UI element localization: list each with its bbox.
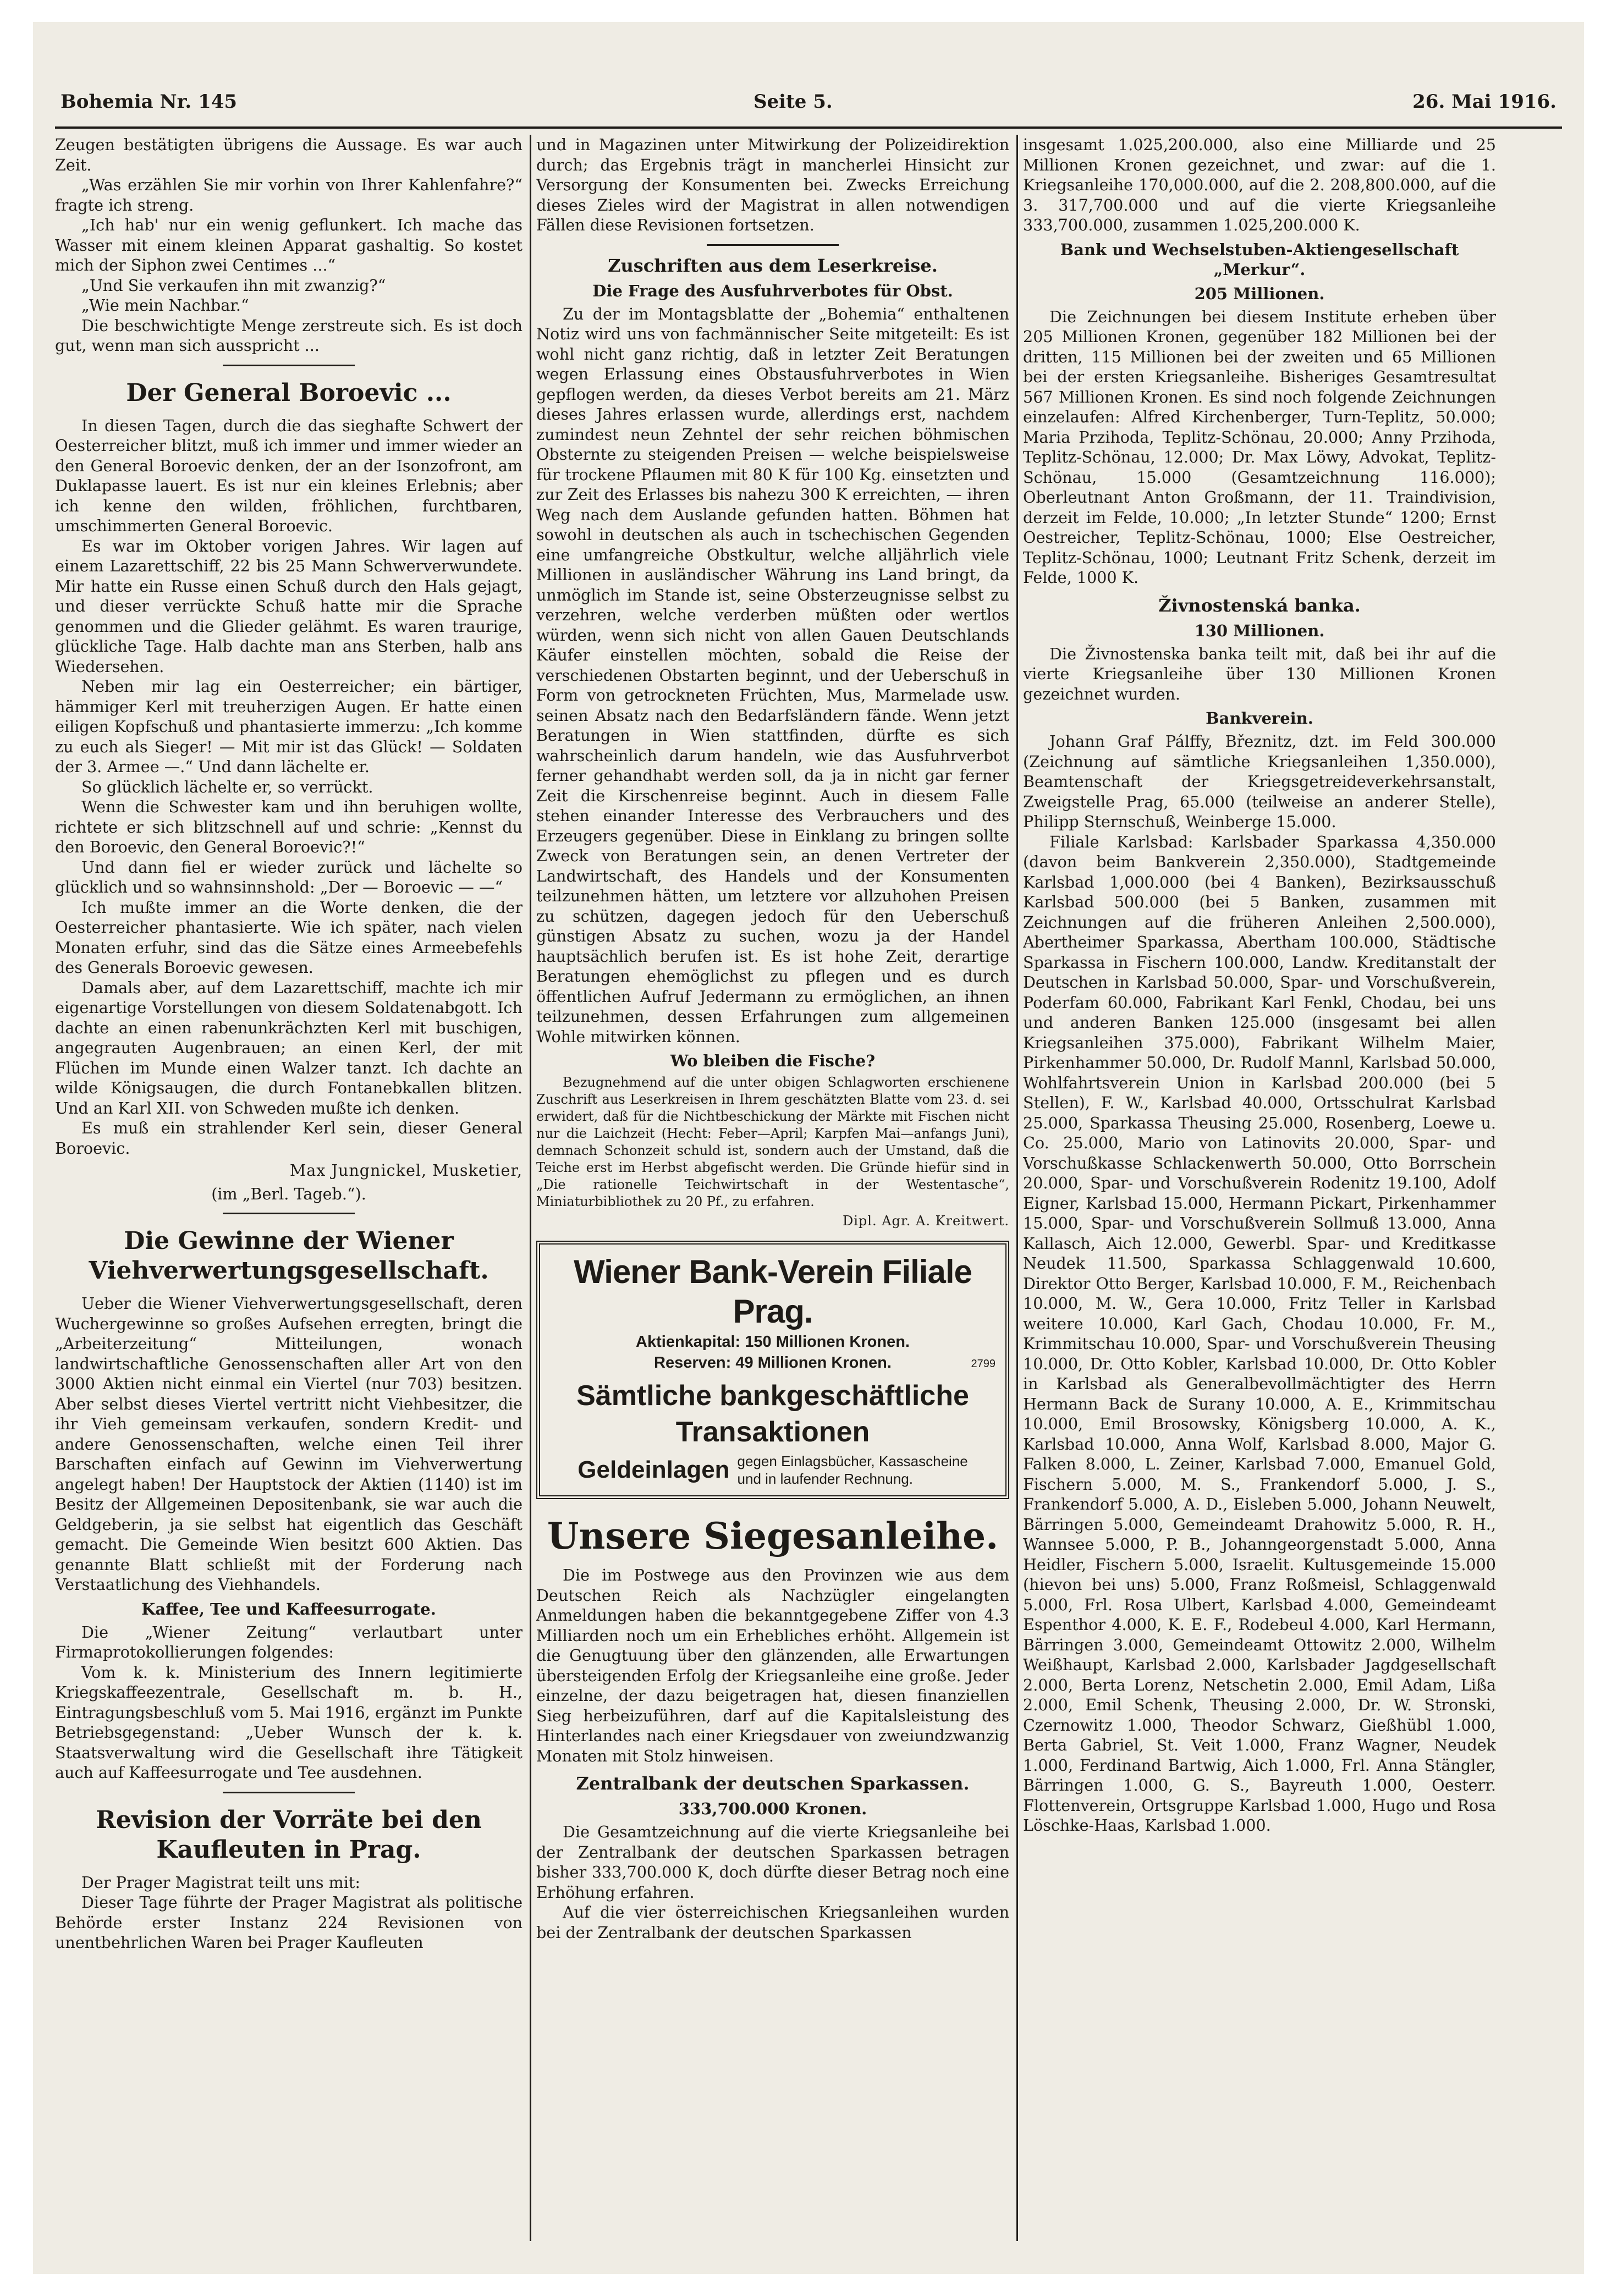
ad-title: Wiener Bank-Verein Filiale Prag. bbox=[574, 1253, 972, 1330]
paragraph: „Ich hab' nur ein wenig geflunkert. Ich mache das Wasser mit einem kleinen Apparat gashaltig. So kostet mich der Siphon zwei Centimes ...“ bbox=[55, 216, 522, 274]
paragraph: Es war im Oktober vorigen Jahres. Wir lagen auf einem Lazarettschiff, 22 bis 25 Mann Schwerverwundete. Mir hatte ein Russe einen Schuß durch den Hals gejagt, und dieser verrückte Schuß hatte mir die Sprache genommen und die Glieder gelähmt. Es waren traurige, glückliche Tage. Halb dachte man ans Sterben, halb ans Wiedersehen. bbox=[55, 536, 522, 676]
paragraph: In diesen Tagen, durch die das sieghafte Schwert der Oesterreicher blitzt, muß ich immer und immer wieder an den General Boroevic denken, der an der Isonzofront, am Duklapasse lauert. Es ist nur ein kleines Erlebnis; aber ich kenne den wilden, fröhlichen, furchtbaren, umschimmerten General Boroevic. bbox=[55, 416, 522, 535]
ad-code: 2799 bbox=[971, 1358, 996, 1370]
newspaper-page bbox=[33, 22, 1584, 2274]
paragraph: „Wie mein Nachbar.“ bbox=[81, 296, 249, 315]
article-title-wiener: Die Gewinne der Wiener Viehverwertungsgesellschaft. bbox=[89, 1227, 489, 1285]
bank-advertisement bbox=[536, 1241, 1009, 1499]
paragraph: „Und Sie verkaufen ihn mit zwanzig?“ bbox=[81, 276, 386, 295]
ad-transactions: Sämtliche bankgeschäftliche Transaktionen bbox=[576, 1380, 969, 1448]
column-divider bbox=[1016, 135, 1018, 2241]
paragraph: Die Živnostenska banka teilt mit, daß bei ihr auf die vierte Kriegsanleihe über 130 Millionen Kronen gezeichnet wurden. bbox=[1023, 644, 1496, 703]
paragraph: So glücklich lächelte er, so verrückt. bbox=[81, 777, 373, 796]
subheading-zivnostenska: Živnostenská banka. bbox=[1158, 594, 1361, 616]
subheading-zentralbank-amount: 333,700.000 Kronen. bbox=[678, 1799, 867, 1818]
header-issue: Bohemia Nr. 145 bbox=[61, 91, 238, 113]
ad-reserves bbox=[550, 1352, 996, 1373]
author-signature: Dipl. Agr. A. Kreitwert. bbox=[842, 1213, 1009, 1229]
author-signature: Max Jungnickel, Musketier, bbox=[289, 1161, 522, 1180]
ad-deposits-detail bbox=[738, 1452, 968, 1488]
paragraph: Ich mußte immer an die Worte denken, die der Oesterreicher phantasierte. Wie ich später, nach vielen Monaten erfuhr, sind das die Sätze eines Armeebefehls des Generals Boroevic gewesen. bbox=[55, 898, 522, 977]
paragraph: Die beschwichtigte Menge zerstreute sich. Es ist doch gut, wenn man sich ausspricht ... bbox=[55, 316, 522, 355]
subheading-bankverein: Bankverein. bbox=[1206, 709, 1313, 728]
paragraph: Filiale Karlsbad: Karlsbader Sparkassa 4,350.000 (davon beim Bankverein 2,350.000), Stadtgemeinde Karlsbad 1,000.000 (bei 4 Banken), Bezirksausschuß Karlsbad 500.000 (bei 5 Banken, zusammen mit Zeichnungen auf die früheren Anleihen 2,500.000), Abertheimer Sparkassa, Abertham 100.000, Städtische Sparkassa in Fischern 100.000, Landw. Kreditanstalt der Deutschen in Karlsbad 50.000, Spar- und Vorschußverein, Poderfam 60.000, Fabrikant Karl Fenkl, Chodau, bei uns und anderen Banken 125.000 (insgesamt bei allen Kriegsanleihen 375.000), Fabrikant Wilhelm Maier, Pirkenhammer 50.000, Dr. Rudolf Mannl, Karlsbad 50.000, Wohlfahrtsverein Union in Karlsbad 200.000 (bei 5 Stellen), F. W., Karlsbad 40.000, Ortsschulrat Karlsbad 25.000, Sparkassa Theusing 25.000, Rosenberg, Loewe u. Co. 25.000, Mario von Latinovits 20.000, Spar- und Vorschußkasse Schlackenwerth 50.000, Otto Borrschein 20.000, Spar- und Vorschußverein Rodenitz 19.100, Adolf Eigner, Karlsbad 15.000, Hermann Pickart, Pirkenhammer 15.000, Spar- und Vorschußverein Sollmuß 13.000, Anna Kallasch, Aich 12.000, Gewerbl. Spar- und Kreditkasse Neudek 11.500, Sparkassa Schlaggenwald 10.600, Direktor Otto Berger, Karlsbad 10.000, F. M., Reichenbach 10.000, M. W., Gera 10.000, Fritz Teller in Karlsbad weitere 10.000, Karl Gach, Chodau 10.000, Fr. M., Krimmitschau 10.000, Spar- und Vorschußverein Theusing 10.000, Dr. Otto Kobler, Karlsbad 10.000, Dr. Otto Kobler in Karlsbad als Generalbevollmächtigter des Herrn Hermann Back de Surany 10.000, A. E., Krimmitschau 10.000, Emil Brosowsky, Königsberg 10.000, A. K., Karlsbad 10.000, Anna Wolf, Karlsbad 8.000, Major G. Falken 8.000, L. Zeiner, Karlsbad 7.000, Emanuel Gold, Fischern 5.000, M. S., Frankendorf 5.000, J. S., Frankendorf 5.000, A. D., Eisleben 5.000, Johann Neuwelt, Bärringen 5.000, Gemeindeamt Drahowitz 5.000, R. H., Wannsee 5.000, P. B., Johanngeorgenstadt 5.000, Anna Heidler, Fischern 5.000, Israelit. Kultusgemeinde 15.000 (hievon bei uns) 5.000, Franz Roßmeisl, Schlaggenwald 5.000, Frl. Rosa Ulbert, Karlsbad 4.000, Gemeindeamt Espenthor 4.000, K. E. F., Rodebeul 4.000, Karl Hermann, Bärringen 3.000, Gemeindeamt Ottowitz 2.000, Wilhelm Weißhaupt, Karlsbad 2.000, Karlsbader Jagdgesellschaft 2.000, Berta Lorenz, Netschetin 2.000, Emil Adam, Lißa 2.000, Emil Schenk, Theusing 2.000, Dr. W. Stronski, Czernowitz 1.000, Theodor Schwarz, Gießhübl 1.000, Berta Gabriel, St. Veit 1.000, Franz Wagner, Neudek 1.000, Ferdinand Bartwig, Aich 1.000, Frl. Anna Stängler, Bärringen 1.000, G. S., Bayreuth 1.000, Oesterr. Flottenverein, Ortsgruppe Karlsbad 1.000, Hugo und Rosa Löschke-Haas, Karlsbad 1.000. bbox=[1023, 832, 1496, 1835]
header-rule bbox=[55, 126, 1562, 129]
ad-capital: Aktienkapital: 150 Millionen Kronen. bbox=[636, 1333, 910, 1351]
source-credit: (im „Berl. Tageb.“). bbox=[211, 1184, 366, 1203]
paragraph: Bezugnehmend auf die unter obigen Schlagworten erschienene Zuschrift aus Leserkreisen in Ihrem geschätzten Blatte vom 23. d. sei erwidert, daß für die Nichtbeschickung der Märkte mit Fischen nicht nur die Laichzeit (Hecht: Feber—April; Karpfen Mai—anfangs Juni), demnach Schonzeit schuld ist, sondern auch der Umstand, daß die Teiche erst im Herbst abgefischt werden. Die Gründe hiefür sind in „Die rationelle Teichwirtschaft in der Westentasche“, Miniaturbibliothek zu 20 Pf., zu erfahren. bbox=[536, 1075, 1009, 1209]
article-title-boroevic: Der General Boroevic ... bbox=[126, 378, 452, 407]
paragraph: und in Magazinen unter Mitwirkung der Polizeidirektion durch; das Ergebnis trägt in mancherlei Hinsicht zur Versorgung der Konsumenten bei. Zwecks Erreichung dieses Zieles wird der Magistrat in allen notwendigen Fällen diese Revisionen fortsetzen. bbox=[536, 135, 1009, 234]
column-1 bbox=[55, 135, 522, 2252]
paragraph: insgesamt 1.025,200.000, also eine Milliarde und 25 Millionen Kronen gezeichnet, und zwar: auf die 1. Kriegsanleihe 170,000.000, auf die 2. 208,800.000, auf die 3. 317,700.000 und auf die vierte Kriegsanleihe 333,700.000, zusammen 1.025,200.000 K. bbox=[1023, 135, 1496, 234]
paragraph: Zeugen bestätigten übrigens die Aussage. Es war auch Zeit. bbox=[55, 135, 522, 174]
separator bbox=[223, 365, 355, 366]
subheading-merkur-amount: 205 Millionen. bbox=[1194, 284, 1325, 303]
separator bbox=[223, 1213, 355, 1214]
ad-deposits-label: Geldeinlagen bbox=[578, 1456, 730, 1483]
ad-deposits bbox=[550, 1452, 996, 1488]
paragraph: Johann Graf Pálffy, Březnitz, dzt. im Feld 300.000 (Zeichnung auf sämtliche Kriegsanleihen 1,350.000), Beamtenschaft der Kriegsgetreideverkehrsanstalt, Zweigstelle Prag, 65.000 (teilweise an anderer Stelle), Philipp Sternschuß, Weinberge 15.000. bbox=[1023, 732, 1496, 831]
separator bbox=[707, 244, 839, 246]
subheading-fische: Wo bleiben die Fische? bbox=[670, 1051, 876, 1070]
paragraph: Die Gesamtzeichnung auf die vierte Kriegsanleihe bei der Zentralbank der deutschen Sparkassen betragen bisher 333,700.000 K, doch dürfte dieser Betrag noch eine Erhöhung erfahren. bbox=[536, 1823, 1009, 1902]
subheading-zentralbank: Zentralbank der deutschen Sparkassen. bbox=[576, 1773, 970, 1794]
paragraph: Auf die vier österreichischen Kriegsanleihen wurden bei der Zentralbank der deutschen Sparkassen bbox=[536, 1903, 1009, 1942]
paragraph: Ueber die Wiener Viehverwertungsgesellschaft, deren Wuchergewinne so großes Aufsehen erregten, bringt die „Arbeiterzeitung“ Mitteilungen, wonach landwirtschaftliche Genossenschaften aller Art von den 3000 Aktien nicht einmal ein Viertel (nur 703) besitzen. Aber selbst dieses Viertel vertritt nicht Viehbesitzer, die ihr Vieh gemeinsam verkaufen, sondern Kredit- und andere Genossenschaften, welche einen Teil ihrer Barschaften einfach auf Gewinn im Viehverwertung angelegt haben! Der Hauptstock der Aktien (1140) ist im Besitz der Allgemeinen Depositenbank, sie war auch die Geldgeberin, ja sie selbst hat eigentlich das Geschäft gemacht. Die Gemeinde Wien besitzt 600 Aktien. Das genannte Blatt schließt mit der Forderung nach Verstaatlichung des Viehhandels. bbox=[55, 1294, 522, 1594]
paragraph: Vom k. k. Ministerium des Innern legitimierte Kriegskaffeezentrale, Gesellschaft m. b. H., Eintragungsbeschluß vom 5. Mai 1916, ergänzt im Punkte Betriebsgegenstand: „Ueber Wunsch der k. k. Staatsverwaltung wird die Gesellschaft ihre Tätigkeit auch auf Kaffeesurrogate und Tee ausdehnen. bbox=[55, 1662, 522, 1782]
paragraph: Die Zeichnungen bei diesem Institute erheben über 205 Millionen Kronen, gegenüber 182 Millionen bei der dritten, 115 Millionen bei der zweiten und 65 Millionen bei der ersten Kriegsanleihe. Bisheriges Gesamtresultat 567 Millionen Kronen. Es sind noch folgende Zeichnungen einzelaufen: Alfred Kirchenberger, Turn-Teplitz, 50.000; Maria Przihoda, Teplitz-Schönau, 20.000; Anny Przihoda, Teplitz-Schönau, 12.000; Dr. Max Löwy, Advokat, Teplitz-Schönau, 15.000 (Gesamtzeichnung 116.000); Oberleutnant Anton Großmann, der 11. Traindivision, derzeit im Felde, 10.000; „In letzter Stunde“ 1200; Ernst Oestreicher, Teplitz-Schönau, 1000; Else Oestreicher, Teplitz-Schönau, 1000; Leutnant Fritz Schenk, derzeit im Felde, 1000 K. bbox=[1023, 307, 1496, 587]
separator bbox=[223, 1792, 355, 1793]
paragraph: Und dann fiel er wieder zurück und lächelte so glücklich und so wahnsinnshold: „Der — Boroevic — —“ bbox=[55, 857, 522, 896]
paragraph: Es muß ein strahlender Kerl sein, dieser General Boroevic. bbox=[55, 1119, 522, 1158]
article-title-siegesanleihe: Unsere Siegesanleihe. bbox=[547, 1515, 999, 1557]
paragraph: Die „Wiener Zeitung“ verlautbart unter Firmaprotokollierungen folgendes: bbox=[55, 1622, 522, 1661]
section-title-zuschriften: Zuschriften aus dem Leserkreise. bbox=[608, 255, 938, 276]
article-title-revision: Revision der Vorräte bei den Kaufleuten in Prag. bbox=[96, 1805, 482, 1864]
paragraph: Die im Postwege aus den Provinzen wie aus dem Deutschen Reich als Nachzügler eingelangten Anmeldungen haben die bekanntgegebene Ziffer von 4.3 Milliarden noch um ein Erhebliches erhöht. Allgemein ist die Genugtuung über den glänzenden, alle Erwartungen übersteigenden Erfolg der Kriegsanleihe eine große. Jeder einzelne, der dazu beigetragen hat, diesen finanziellen Sieg herbeizuführen, darf auf die Kapitalsleistung des Hinterlandes nach einer Kriegsdauer von zweiundzwanzig Monaten mit Stolz hinweisen. bbox=[536, 1566, 1009, 1765]
paragraph: Neben mir lag ein Oesterreicher; ein bärtiger, hämmiger Kerl mit treuherzigen Augen. Er hatte einen eiligen Kopfschuß und phantasierte immerzu: „Ich komme zu euch als Sieger! — Mit mir ist das Glück! — Soldaten der 3. Armee —.“ Und dann lächelte er. bbox=[55, 677, 522, 776]
paragraph: Wenn die Schwester kam und ihn beruhigen wollte, richtete er sich blitzschnell auf und schrie: „Kennst du den Boroevic, den General Boroevic?!“ bbox=[55, 797, 522, 856]
paragraph: Damals aber, auf dem Lazarettschiff, machte ich mir eigenartige Vorstellungen von diesem Soldatenabgott. Ich dachte an einen rabenunkrächzten Kerl mit buschigen, angegrauten Augenbrauen; an einen Kerl, der mit Flüchen im Munde einen Walzer tanzt. Ich dachte an wilde Königsaugen, die durch Fontanebkallen blitzen. Und an Karl XII. von Schweden mußte ich denken. bbox=[55, 978, 522, 1117]
subheading-zivnostenska-amount: 130 Millionen. bbox=[1194, 621, 1325, 640]
subheading-obst: Die Frage des Ausfuhrverbotes für Obst. bbox=[592, 281, 953, 300]
paragraph: Zu der im Montagsblatte der „Bohemia“ enthaltenen Notiz wird uns von fachmännischer Seite mitgeteilt: Es ist wohl nicht ganz richtig, daß in letzter Zeit Beratungen wegen Erlassung eines Obstausfuhrverbotes in Wien gepflogen werden, da dieses Verbot bereits am 21. März dieses Jahres erlassen wurde, allerdings erst, nachdem zumindest neun Zehntel der sehr reichen böhmischen Obsternte zu steigenden Preisen — welche beispielsweise für trockene Pflaumen mit 80 K für 100 Kg. einsetzten und zur Zeit des Erlasses bis nahezu 300 K erreichten, — ihren Weg nach dem Auslande gefunden hatten. Böhmen hat sowohl in deutschen als auch in tschechischen Gegenden eine umfangreiche Obstkultur, welche alljährlich viele Millionen in ausländischer Währung ins Land bringt, da unmöglich im Stande ist, seine Obsterzeugnisse selbst zu verzehren, welche verderben müßten oder wertlos würden, wenn sich nicht von allen Gauen Deutschlands Käufer einstellen möchten, sobald die Reise der verschiedenen Obstarten beginnt, und der Ueberschuß in Form von getrockneten Früchten, Mus, Marmelade usw. seinen Absatz nach den Bedarfsländern fände. Wenn jetzt Beratungen in Wien stattfinden, dürfte es sich wahrscheinlich darum handeln, wie das Ausfuhrverbot ferner gehandhabt werden soll, da ja in nicht gar ferner Zeit die Kirschenreise beginnt. Auch in diesem Falle stehen einander Interesse des Verbrauchers und des Erzeugers gegenüber. Diese in Einklang zu bringen sollte Zweck von Beratungen sein, an denen Vertreter der Landwirtschaft, des Handels und der Konsumenten teilzunehmen hätten, um letztere vor allzuhohen Preisen zu schützen, dagegen jedoch für den Ueberschuß günstigen Absatz zu suchen, wozu ja der Handel hauptsächlich berufen ist. Es ist hohe Zeit, derartige Beratungen ehemöglichst zu pflegen und es durch öffentlichen Aufruf Jedermann zu ermöglichen, an ihnen teilzunehmen, dessen Erfahrungen zum allgemeinen Wohle mitwirken können. bbox=[536, 304, 1009, 1046]
header-date: 26. Mai 1916. bbox=[1412, 91, 1557, 113]
subheading-kaffee: Kaffee, Tee und Kaffeesurrogate. bbox=[141, 1599, 436, 1618]
ad-deposits-line2: und in laufender Rechnung. bbox=[737, 1471, 914, 1487]
subheading-merkur: Bank und Wechselstuben-Aktiengesellschaft „Merkur“. bbox=[1060, 240, 1459, 279]
column-3 bbox=[1023, 135, 1496, 2252]
page-header bbox=[61, 85, 1557, 124]
paragraph: „Was erzählen Sie mir vorhin von Ihrer Kahlenfahre?“ fragte ich streng. bbox=[55, 175, 522, 214]
paragraph: Dieser Tage führte der Prager Magistrat als politische Behörde erster Instanz 224 Revisionen von unentbehrlichen Waren bei Prager Kaufleuten bbox=[55, 1893, 522, 1952]
column-2 bbox=[536, 135, 1009, 2252]
paragraph: Der Prager Magistrat teilt uns mit: bbox=[81, 1873, 361, 1892]
ad-deposits-line1: gegen Einlagsbücher, Kassascheine bbox=[737, 1453, 968, 1469]
column-divider bbox=[530, 135, 531, 2241]
header-page-number: Seite 5. bbox=[754, 91, 833, 113]
ad-reserves-text: Reserven: 49 Millionen Kronen. bbox=[654, 1354, 892, 1372]
